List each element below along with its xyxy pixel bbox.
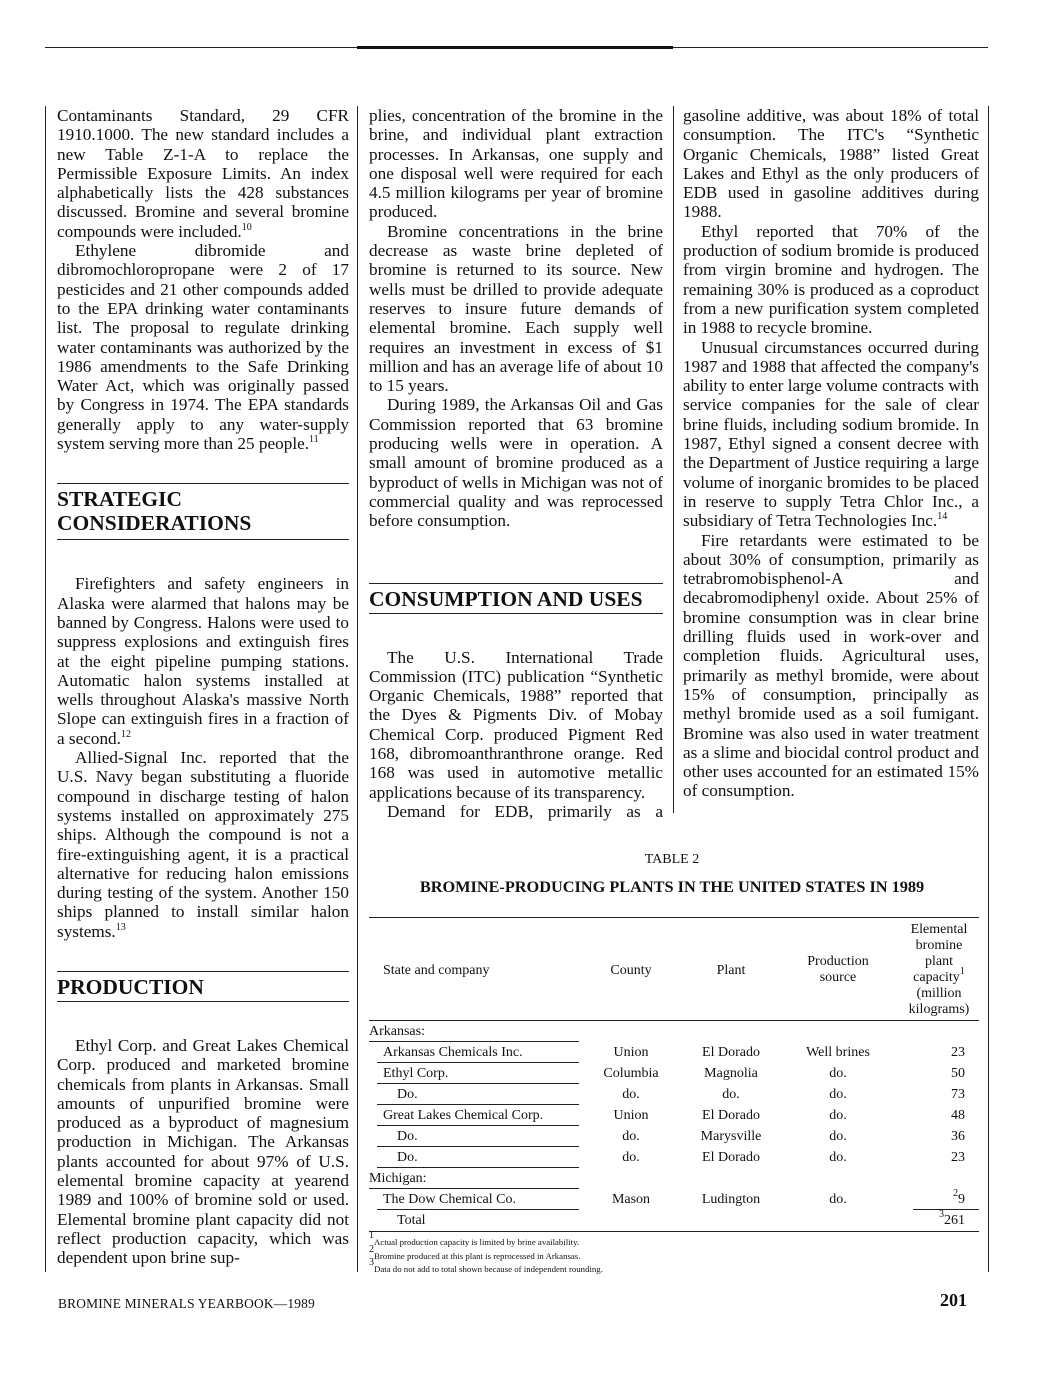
column-3 [683, 106, 979, 801]
header-state-company: State and company [383, 963, 490, 978]
capacity: 23 [951, 1045, 965, 1060]
paragraph: Contaminants Standard, 29 CFR 1910.1000. The new standard includes a new Table Z-1-A to replace the Permissible Exposure Limits. An index alphabetically lists the 428 substances discussed. Bromine and several bromine compounds were included.$^{10}$ [57, 106, 349, 241]
capacity: 48 [951, 1108, 965, 1123]
company-name: Great Lakes Chemical Corp. [383, 1108, 544, 1123]
capacity: $^2$9 [953, 1188, 965, 1207]
column-divider-2 [673, 106, 674, 813]
plant: El Dorado [702, 1150, 760, 1165]
table-title: BROMINE-PRODUCING PLANTS IN THE UNITED STATES IN 1989 [419, 877, 925, 896]
county: do. [622, 1087, 640, 1102]
county: do. [622, 1150, 640, 1165]
paragraph: Allied-Signal Inc. reported that the U.S. Navy began substituting a fluoride compound in discharge testing of halon systems installed on approximately 275 ships. Although the compound is not a fire-extinguishing agent, it is a practical alternative for reducing halon emissions during testing of the system. Another 150 ships planned to install similar halon systems.$^{13}$ [57, 748, 349, 941]
plant: El Dorado [702, 1045, 760, 1060]
production-source: do. [829, 1192, 847, 1207]
table-header [369, 918, 979, 1021]
paragraph: Ethyl Corp. and Great Lakes Chemical Corp. produced and marketed bromine chemicals from plants in Arkansas. Small amounts of unpurified bromine were produced as a byproduct of magnesium production in Michigan. The Arkansas plants accounted for about 97% of U.S. elemental bromine capacity at yearend 1989 and 100% of bromine sold or used. Elemental bromine plant capacity did not reflect production capacity, which was dependent upon brine sup- [57, 1035, 349, 1268]
table-row [369, 1147, 979, 1168]
table-number: TABLE 2 [644, 852, 700, 867]
group-label-arkansas: Arkansas: [369, 1024, 425, 1039]
production-source: do. [829, 1108, 847, 1123]
paragraph: Demand for EDB, primarily as a [387, 801, 663, 821]
capacity: 23 [951, 1150, 965, 1165]
capacity: 36 [951, 1129, 965, 1144]
plant: Magnolia [704, 1066, 758, 1081]
production-source: do. [829, 1150, 847, 1165]
paragraph: Ethylene dibromide and dibromochloropropane were 2 of 17 pesticides and 21 other compounds added to the EPA drinking water contaminants list. The proposal to regulate drinking water contaminants was authorized by the 1986 amendments to the Safe Drinking Water Act, which was originally passed by Congress in 1974. The EPA standards generally apply to any water-supply system serving more than 25 people.$^{11}$ [57, 241, 349, 454]
county: Mason [611, 1192, 651, 1207]
section-heading-consumption: CONSUMPTION AND USES [369, 583, 663, 614]
footnote: $^2$Bromine produced at this plant is reprocessed in Arkansas. [369, 1243, 581, 1261]
column-2 [369, 106, 663, 821]
paragraph: The U.S. International Trade Commission (ITC) publication “Synthetic Organic Chemicals, 1988” reported that the Dyes & Pigments Div. of Mobay Chemical Corp. produced Pigment Red 168, dibromoanthranthrone orange. Red 168 was used in automotive metallic applications because of its transparency. [369, 647, 663, 802]
footnote: $^1$Actual production capacity is limited by brine availability. [369, 1230, 580, 1247]
table-row [369, 1042, 979, 1063]
top-rule-accent [357, 46, 673, 49]
production-source: do. [829, 1066, 847, 1081]
paragraph: Firefighters and safety engineers in Alaska were alarmed that halons may be banned by Congress. Halons were used to suppress explosions and extinguish fires at the eight pipeline pumping stations. Automatic halon systems installed at wells throughout Alaska's massive North Slope can extinguish fires in a fraction of a second.$^{12}$ [57, 574, 349, 748]
company-name: The Dow Chemical Co. [383, 1192, 516, 1207]
table-row [369, 1126, 979, 1147]
table-row [369, 1084, 979, 1105]
table-total-row [369, 1210, 979, 1232]
bromine-plants-table [369, 917, 979, 1232]
plant: Ludington [701, 1192, 761, 1207]
paragraph: plies, concentration of the bromine in the brine, and individual plant extraction processes. In Arkansas, one supply and one disposal well were required for each 4.5 million kilograms per year of bromine produced. [369, 106, 663, 222]
table-row [369, 1189, 979, 1210]
column-divider-3 [988, 106, 989, 1272]
paragraph: Fire retardants were estimated to be about 30% of consumption, primarily as tetrabromobisphenol-A and decabromodiphenyl oxide. About 25% of bromine consumption was in clear brine drilling fluids used in work-over and completion fluids. Agricultural uses, primarily as methyl bromide, were about 15% of consumption, principally as methyl bromide used as a soil fumigant. Bromine was also used in water treatment as a slime and biocidal control product and other uses accounted for an estimated 15% of consumption. [683, 530, 979, 801]
county: do. [622, 1129, 640, 1144]
capacity: 50 [951, 1066, 965, 1081]
table-footnotes [369, 1230, 603, 1277]
company-name: Ethyl Corp. [383, 1066, 449, 1081]
production-source: do. [829, 1129, 847, 1144]
paragraph: Unusual circumstances occurred during 1987 and 1988 that affected the company's ability to enter large volume contracts with service companies for the sale of clear brine fluids, including sodium bromide. In 1987, Ethyl signed a consent decree with the Department of Justice requiring a large volume of inorganic bromides to be placed in reserve to supply Tetra Chlor Inc., a subsidiary of Tetra Technologies Inc.$^{14}$ [683, 337, 979, 531]
plant: Marysville [700, 1129, 762, 1144]
header-plant: Plant [716, 963, 746, 978]
county: Columbia [603, 1066, 659, 1081]
county: Union [613, 1045, 649, 1060]
footnote: $^3$Data do not add to total shown because of independent rounding. [369, 1257, 603, 1274]
total-value: $^3$261 [939, 1209, 965, 1228]
table-group-row [369, 1168, 979, 1189]
header-production-source: Production source [807, 954, 869, 985]
company-name: Do. [397, 1087, 418, 1102]
total-label: Total [397, 1213, 426, 1228]
county: Union [613, 1108, 649, 1123]
table-row [369, 1063, 979, 1084]
capacity: 73 [951, 1087, 965, 1102]
section-heading-strategic: STRATEGIC CONSIDERATIONS [57, 483, 349, 540]
plant: El Dorado [702, 1108, 760, 1123]
company-name: Do. [397, 1129, 418, 1144]
production-source: do. [829, 1087, 847, 1102]
plant: do. [722, 1087, 740, 1102]
paragraph: Bromine concentrations in the brine decrease as waste brine depleted of bromine is returned to its source. New wells must be drilled to provide adequate reserves to insure future demands of elemental bromine. Each supply well requires an investment in excess of $1 million and has an average life of about 10 to 15 years. [369, 221, 664, 396]
column-1 [57, 106, 349, 1268]
table-row [369, 1105, 979, 1126]
group-label-michigan: Michigan: [369, 1171, 427, 1186]
running-footer: BROMINE MINERALS YEARBOOK—1989 [58, 1296, 315, 1311]
column-divider-0 [45, 106, 46, 1272]
header-capacity: Elemental bromine plant capacity$^1$ (million kilograms) [908, 922, 970, 1017]
paragraph: gasoline additive, was about 18% of total consumption. The ITC's “Synthetic Organic Chemicals, 1988” listed Great Lakes and Ethyl as the only producers of EDB used in gasoline additives during 1988. [683, 106, 979, 222]
page-number: 201 [940, 1290, 967, 1310]
production-source: Well brines [806, 1045, 870, 1060]
header-county: County [610, 963, 652, 978]
paragraph: During 1989, the Arkansas Oil and Gas Commission reported that 63 bromine producing wells were in operation. A small amount of bromine produced as a byproduct of wells in Michigan was not of commercial quality and was reprocessed before consumption. [369, 395, 663, 531]
table-group-row [369, 1021, 979, 1042]
company-name: Do. [397, 1150, 418, 1165]
column-divider-1 [357, 106, 358, 1272]
section-heading-production: PRODUCTION [57, 971, 349, 1002]
paragraph: Ethyl reported that 70% of the production of sodium bromide is produced from virgin bromine and hydrogen. The remaining 30% is produced as a coproduct from a new purification system completed in 1988 to recycle bromine. [683, 221, 979, 338]
company-name: Arkansas Chemicals Inc. [383, 1045, 523, 1060]
